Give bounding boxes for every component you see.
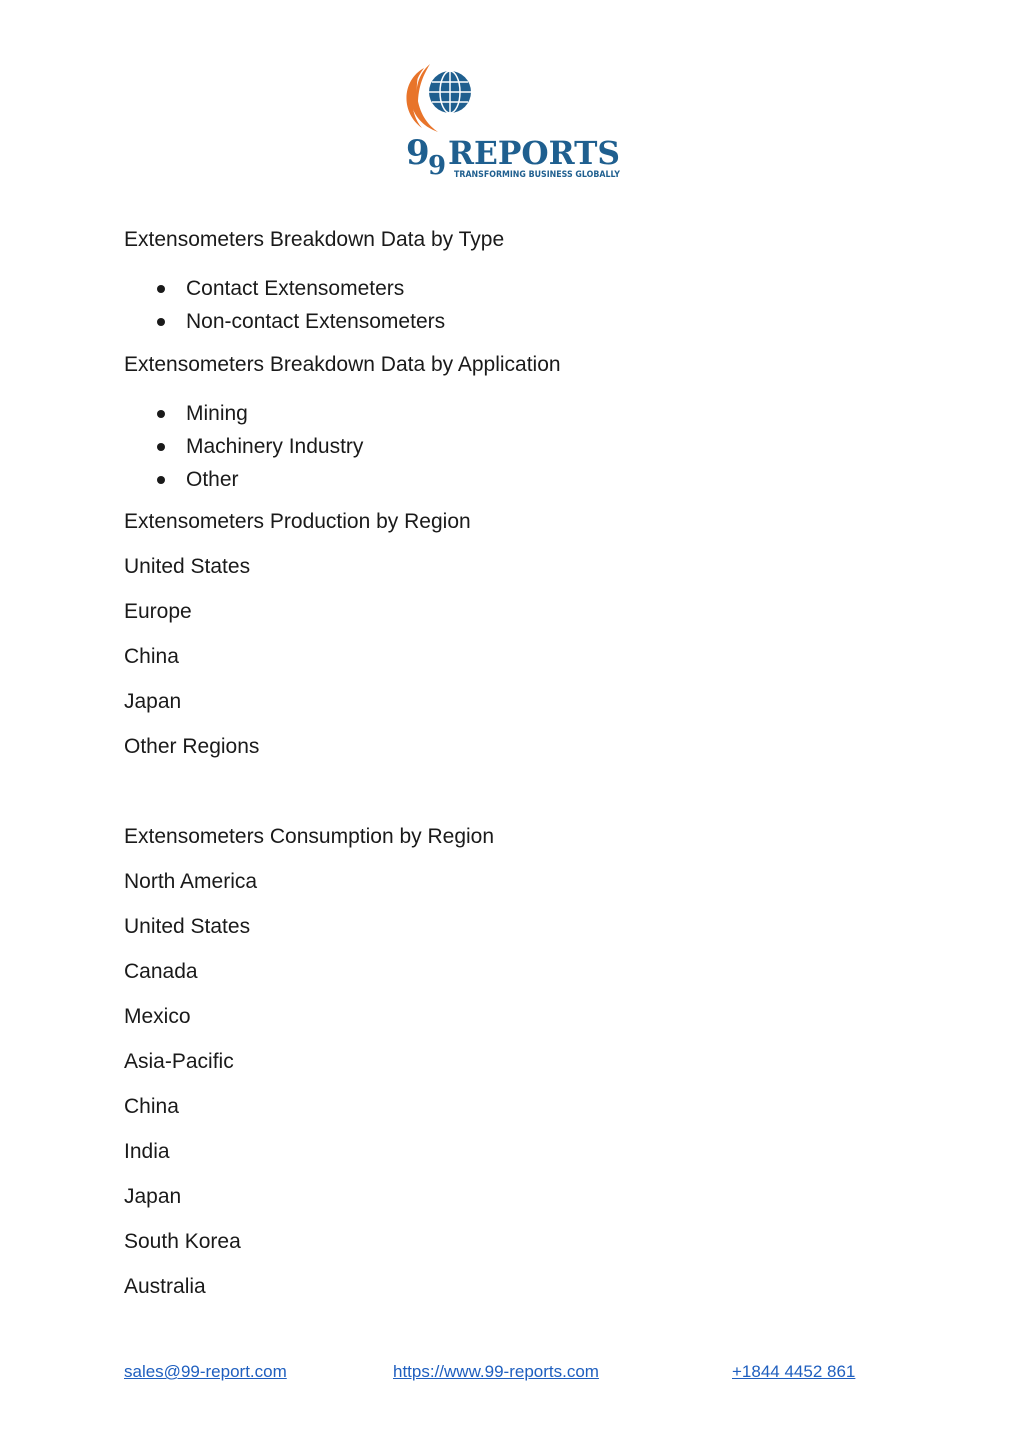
bullet-icon [157,410,165,418]
region-item: South Korea [124,1230,241,1253]
bullet-icon [157,285,165,293]
list-item: Other [124,463,924,496]
svg-text:REPORTS: REPORTS [448,134,620,172]
bullet-icon [157,476,165,484]
region-item: United States [124,555,251,578]
page-footer [0,1362,1023,1388]
list-item: Non-contact Extensometers [124,305,924,338]
bullet-icon [157,443,165,451]
region-item: North America [124,870,258,893]
svg-text:9: 9 [406,133,430,173]
region-item: Asia-Pacific [124,1050,234,1073]
application-list [124,397,924,496]
region-item: India [124,1140,170,1163]
company-logo [404,60,624,184]
document-body [124,226,924,1301]
region-item: Other Regions [124,735,260,758]
application-heading: Extensometers Breakdown Data by Application [124,353,561,376]
region-item: United States [124,915,251,938]
list-item: Contact Extensometers [124,272,924,305]
production-section [124,508,924,761]
region-item: Canada [124,960,198,983]
production-heading: Extensometers Production by Region [124,510,471,533]
list-item: Mining [124,397,924,430]
type-heading: Extensometers Breakdown Data by Type [124,228,505,251]
region-item: China [124,645,179,668]
svg-text:TRANSFORMING BUSINESS GLOBALLY: TRANSFORMING BUSINESS GLOBALLY [454,170,621,180]
phone-link[interactable]: +1844 4452 861 [732,1362,856,1381]
svg-text:9: 9 [428,151,447,181]
region-item: Japan [124,1185,182,1208]
consumption-heading: Extensometers Consumption by Region [124,825,495,848]
region-item: Japan [124,690,182,713]
globe-logo-icon [404,60,624,184]
bullet-icon [157,318,165,326]
region-item: Mexico [124,1005,191,1028]
website-link[interactable]: https://www.99-reports.com [393,1362,599,1381]
type-list [124,272,924,338]
email-link[interactable]: sales@99-report.com [124,1362,287,1381]
region-item: China [124,1095,179,1118]
region-item: Europe [124,600,192,623]
list-item: Machinery Industry [124,430,924,463]
region-item: Australia [124,1275,206,1298]
consumption-section [124,823,924,1301]
